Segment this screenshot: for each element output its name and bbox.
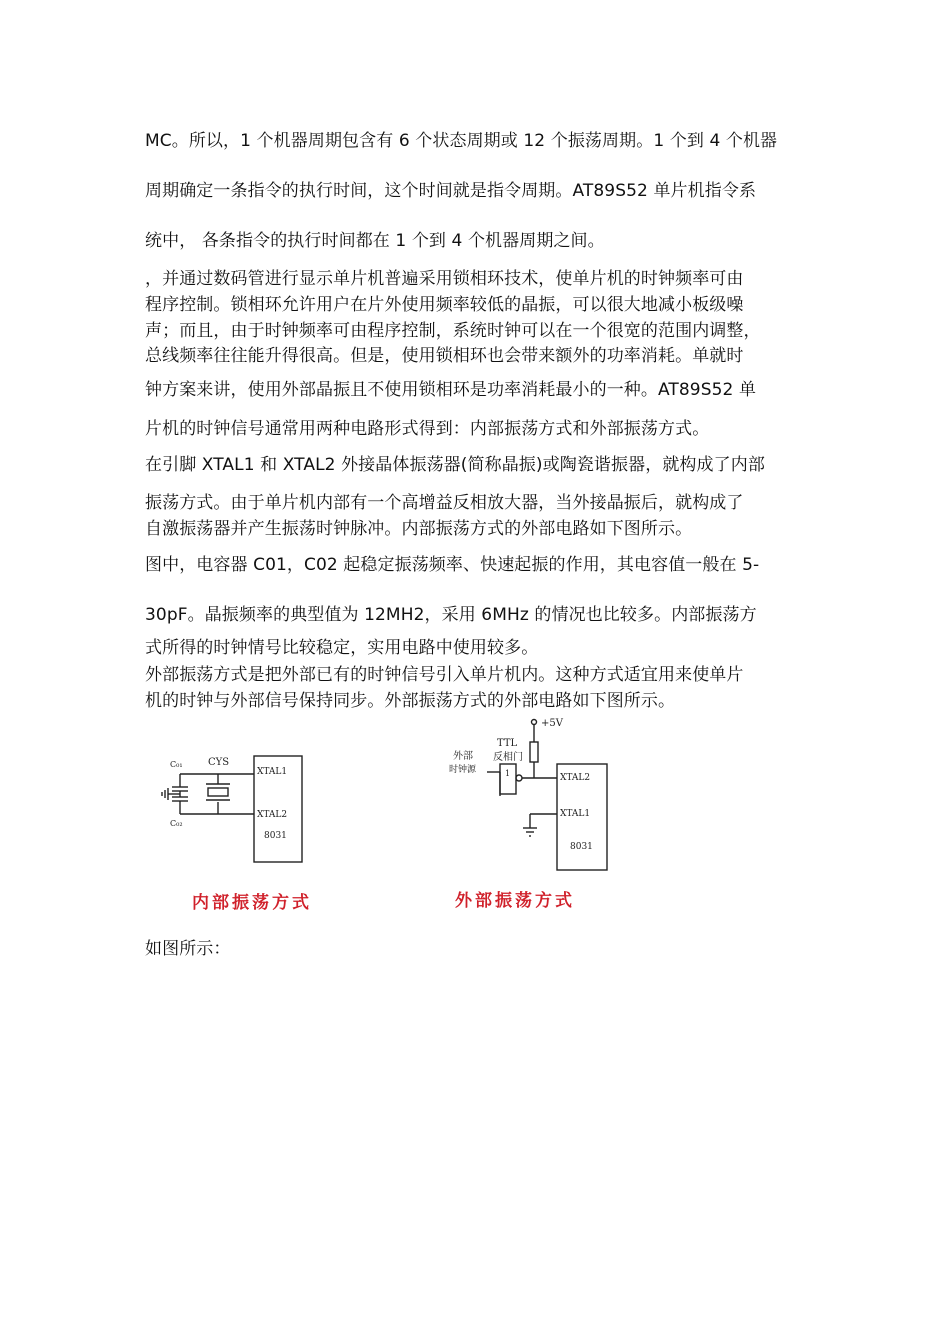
crystal-icon <box>208 788 228 796</box>
text-line: 程序控制。锁相环允许用户在片外使用频率较低的晶振，可以很大地减小板级噪 <box>145 295 744 315</box>
internal-oscillator-caption: 内部振荡方式 <box>192 893 312 913</box>
external-source-label-top: 外部 <box>453 751 473 762</box>
text-line: 自激振荡器并产生振荡时钟脉冲。内部振荡方式的外部电路如下图所示。 <box>145 519 693 539</box>
chip-label: 8031 <box>264 831 287 841</box>
xtal1-label: XTAL1 <box>257 767 288 777</box>
text-line: 声；而且，由于时钟频率可由程序控制，系统时钟可以在一个很宽的范围内调整， <box>145 321 761 341</box>
pullup-resistor-icon <box>530 742 538 762</box>
text-line: 振荡方式。由于单片机内部有一个高增益反相放大器，当外接晶振后，就构成了 <box>145 493 744 513</box>
text-line: 统中， 各条指令的执行时间都在 1 个到 4 个机器周期之间。 <box>145 231 605 251</box>
text-line: 在引脚 XTAL1 和 XTAL2 外接晶体振荡器(简称晶振)或陶瓷谐振器，就构成了内部 <box>145 455 765 475</box>
text-line: 图中，电容器 C01，C02 起稳定振荡频率、快速起振的作用，其电容值一般在 5- <box>145 555 760 575</box>
vcc-label: +5V <box>541 718 563 729</box>
text-line: 片机的时钟信号通常用两种电路形式得到：内部振荡方式和外部振荡方式。 <box>145 419 710 439</box>
xtal1-label: XTAL1 <box>560 809 591 819</box>
internal-oscillator-diagram <box>150 740 320 875</box>
external-oscillator-diagram <box>445 712 620 877</box>
external-source-label-bottom: 时钟源 <box>449 765 477 775</box>
inverter-label: 反相门 <box>493 752 523 763</box>
c02-label: C₀₂ <box>170 819 183 828</box>
cys-label: CYS <box>208 757 230 768</box>
external-oscillator-figure <box>445 712 620 877</box>
xtal2-label: XTAL2 <box>257 810 288 820</box>
ttl-label: TTL <box>497 738 518 749</box>
text-line: ，并通过数码管进行显示单片机普遍采用锁相环技术，使单片机的时钟频率可由 <box>145 269 744 289</box>
text-line: 30pF。晶振频率的典型值为 12MH2，采用 6MHz 的情况也比较多。内部振荡方 <box>145 605 757 625</box>
xtal2-label: XTAL2 <box>560 773 591 783</box>
text-line: 如图所示： <box>145 939 231 959</box>
internal-oscillator-figure <box>150 740 320 875</box>
external-oscillator-caption: 外部振荡方式 <box>455 891 575 911</box>
text-line: 周期确定一条指令的执行时间，这个时间就是指令周期。AT89S52 单片机指令系 <box>145 181 757 201</box>
c01-label: C₀₁ <box>170 760 183 769</box>
text-line: MC。所以，1 个机器周期包含有 6 个状态周期或 12 个振荡周期。1 个到 4 个机器 <box>145 131 778 151</box>
vcc-node-icon <box>532 720 537 725</box>
text-line: 式所得的时钟情号比较稳定，实用电路中使用较多。 <box>145 638 539 658</box>
chip-label: 8031 <box>570 842 593 852</box>
text-line: 外部振荡方式是把外部已有的时钟信号引入单片机内。这种方式适宜用来使单片 <box>145 665 744 685</box>
text-line: 总线频率往往能升得很高。但是，使用锁相环也会带来额外的功率消耗。单就时 <box>145 346 744 366</box>
text-line: 钟方案来讲，使用外部晶振且不使用锁相环是功率消耗最小的一种。AT89S52 单 <box>145 380 757 400</box>
text-line: 机的时钟与外部信号保持同步。外部振荡方式的外部电路如下图所示。 <box>145 691 676 711</box>
gate-symbol: 1 <box>505 769 511 778</box>
